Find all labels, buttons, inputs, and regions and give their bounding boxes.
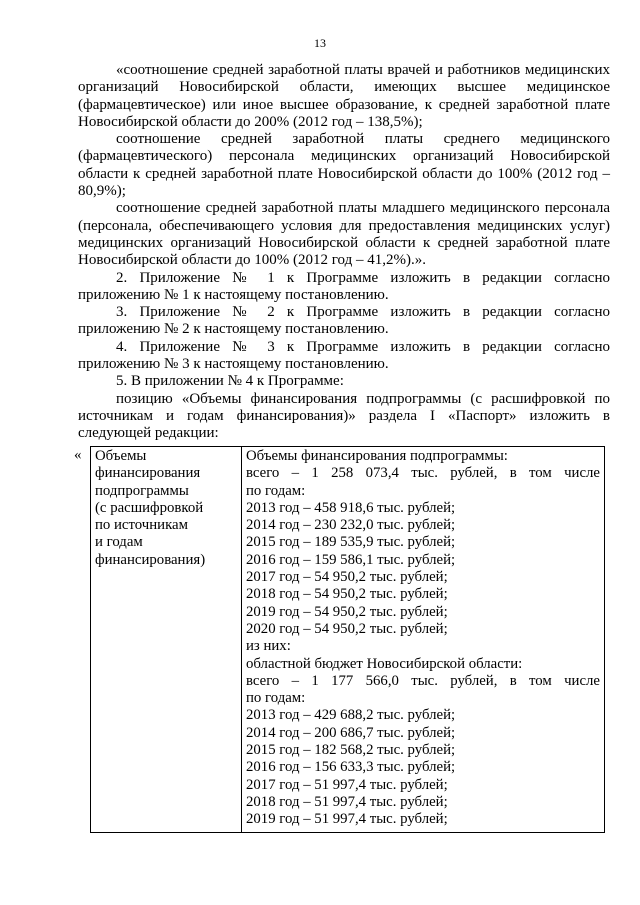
label-line: (с расшифровкой [95, 499, 204, 516]
page-number: 13 [314, 36, 326, 50]
regional-year-line: 2013 год – 429 688,2 тыс. рублей; [246, 707, 456, 724]
label-line: финансирования [95, 465, 201, 482]
regional-year-line: 2015 год – 182 568,2 тыс. рублей; [246, 742, 456, 759]
regional-year-line: 2018 год – 51 997,4 тыс. рублей; [246, 793, 448, 810]
regional-budget-label: областной бюджет Новосибирской области: [246, 655, 523, 672]
by-years-label: по годам: [246, 690, 306, 707]
table-row [91, 447, 605, 833]
year-line: 2018 год – 54 950,2 тыс. рублей; [246, 586, 448, 603]
year-line: 2017 год – 54 950,2 тыс. рублей; [246, 569, 448, 586]
label-line: подпрограммы [95, 482, 189, 499]
year-line: 2020 год – 54 950,2 тыс. рублей; [246, 620, 448, 637]
funding-label-cell [91, 447, 242, 833]
paragraph-appendix-2: 3. Приложение № 2 к Программе изложить в редакции согласно приложению № 2 к настоящему постановлению. [78, 304, 610, 338]
document-body [78, 62, 610, 443]
regional-year-line: 2017 год – 51 997,4 тыс. рублей; [246, 776, 448, 793]
paragraph-physicians-salary: «соотношение средней заработной платы врачей и работников медицинских организаций Новосибирской области, имеющих высшее медицинское (фармацевтическое) или иное высшее образование, к средней заработной плате Новосибирской области до 200% (2012 год – 138,5%); [78, 62, 610, 130]
year-line: 2013 год – 458 918,6 тыс. рублей; [246, 499, 456, 516]
regional-year-line: 2016 год – 156 633,3 тыс. рублей; [246, 759, 456, 776]
of-which-label: из них: [246, 638, 291, 655]
paragraph-appendix-1: 2. Приложение № 1 к Программе изложить в редакции согласно приложению № 1 к настоящему постановлению. [78, 269, 610, 303]
label-line: и годам [95, 534, 143, 551]
funding-heading: Объемы финансирования подпрограммы: [246, 448, 508, 464]
year-line: 2019 год – 54 950,2 тыс. рублей; [246, 603, 448, 620]
year-line: 2014 год – 230 232,0 тыс. рублей; [246, 517, 456, 534]
paragraph-position-funding: позицию «Объемы финансирования подпрограммы (с расшифровкой по источникам и годам финансирования)» раздела I «Паспорт» изложить в следующей редакции: [78, 390, 610, 442]
funding-details-cell [242, 447, 605, 833]
opening-quote-mark: « [74, 447, 82, 463]
year-line: 2016 год – 159 586,1 тыс. рублей; [246, 551, 456, 568]
regional-year-line: 2014 год – 200 686,7 тыс. рублей; [246, 724, 456, 741]
label-line: по источникам [95, 517, 188, 534]
total-all-sources: всего – 1 258 073,4 тыс. рублей, в том числе [246, 465, 600, 482]
label-line: финансирования) [95, 551, 206, 568]
year-line: 2015 год – 189 535,9 тыс. рублей; [246, 534, 456, 551]
by-years-label: по годам: [246, 482, 306, 499]
regional-year-line: 2019 год – 51 997,4 тыс. рублей; [246, 811, 448, 828]
paragraph-appendix-4: 5. В приложении № 4 к Программе: [116, 373, 344, 390]
paragraph-junior-staff-salary: соотношение средней заработной платы младшего медицинского персонала (персонала, обеспечивающего условия для предоставления медицинских услуг) медицинских организаций Новосибирской области к средней заработной плате Новосибирской области до 100% (2012 год – 41,2%).». [78, 200, 610, 269]
label-line: Объемы [95, 448, 147, 464]
paragraph-mid-staff-salary: соотношение средней заработной платы среднего медицинского (фармацевтического) персонала медицинских организаций Новосибирской области к средней заработной плате Новосибирской области до 100% (2012 год – 80,9%); [78, 131, 610, 200]
funding-table [90, 446, 605, 833]
paragraph-appendix-3: 4. Приложение № 3 к Программе изложить в редакции согласно приложению № 3 к настоящему постановлению. [78, 338, 610, 373]
total-regional-budget: всего – 1 177 566,0 тыс. рублей, в том числе [246, 672, 600, 689]
